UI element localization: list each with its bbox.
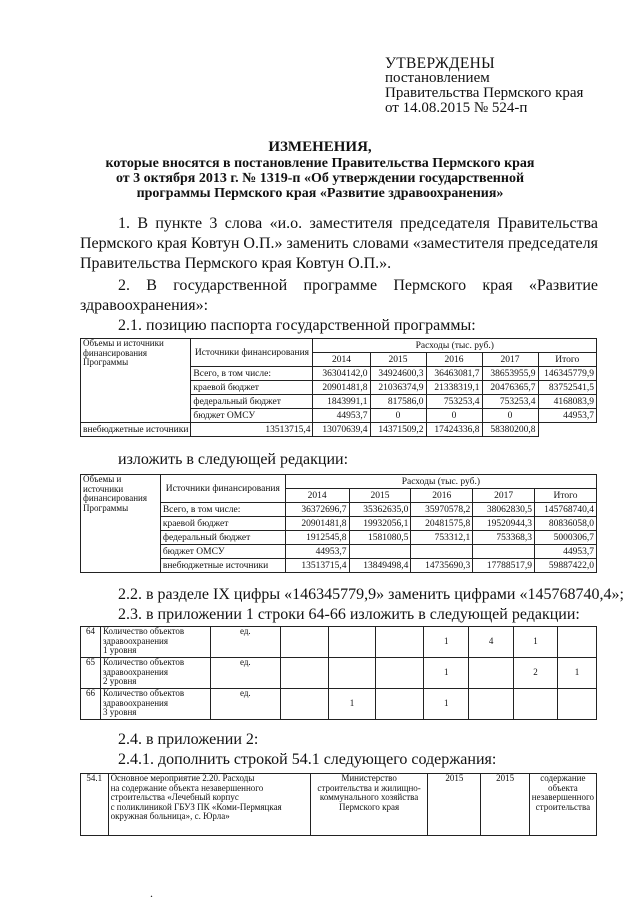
- source-cell: краевой бюджет: [191, 381, 313, 395]
- executor-line: строительства и жилищно-: [317, 782, 421, 793]
- paragraph-2-4-1: 2.4.1. дополнить строкой 54.1 следующего содержания:: [118, 751, 497, 768]
- table-row: [81, 658, 597, 689]
- indicator-line: здравоохранения: [102, 697, 168, 708]
- value-cell: [557, 627, 596, 658]
- indicator-line: здравоохранения: [102, 666, 168, 677]
- value-cell: [376, 689, 424, 720]
- value-cell: 20901481,8: [285, 517, 349, 531]
- year-header: 2017: [482, 353, 538, 367]
- value-cell: 44953,7: [285, 545, 349, 559]
- paragraph-1: [80, 214, 598, 274]
- value-cell: 35970578,2: [411, 503, 473, 517]
- result-cell: [529, 774, 596, 836]
- unit-cell: ед.: [210, 627, 280, 658]
- paragraph-2-3: 2.3. в приложении 1 строки 64-66 изложить в следующей редакции:: [118, 606, 580, 623]
- value-cell: 1: [557, 658, 596, 689]
- value-cell: 38653955,9: [482, 367, 538, 381]
- value-cell: 817586,0: [370, 395, 426, 409]
- value-cell: 753368,3: [473, 531, 535, 545]
- value-cell: [328, 627, 376, 658]
- year-header: 2016: [411, 489, 473, 503]
- value-cell: [469, 658, 514, 689]
- table-row: [81, 423, 597, 437]
- table-row: [81, 627, 597, 658]
- finance-table-new: [80, 474, 597, 573]
- value-cell: 13513715,4: [191, 423, 313, 437]
- expenses-header: Расходы (тыс. руб.): [313, 339, 597, 353]
- approval-block: [385, 56, 583, 116]
- result-line: строительства: [535, 801, 591, 812]
- paragraph-2-line-1: 2. В государственной программе Пермского края «Развитие: [118, 277, 598, 294]
- value-cell: 14371509,2: [370, 423, 426, 437]
- year-header: 2016: [426, 353, 482, 367]
- value-cell: 1: [424, 689, 469, 720]
- document-subheading: [0, 156, 640, 201]
- end-year-cell: 2015: [481, 774, 529, 836]
- value-cell: 1: [328, 689, 376, 720]
- year-header: 2015: [349, 489, 411, 503]
- value-cell: [514, 689, 558, 720]
- total-cell: 4168083,9: [538, 395, 596, 409]
- value-cell: [411, 545, 473, 559]
- value-cell: 21338319,1: [426, 381, 482, 395]
- paragraph-2-1: 2.1. позицию паспорта государственной программы:: [118, 317, 476, 334]
- measure-table: [80, 773, 597, 836]
- description-line: на содержание объекта незавершенного: [110, 782, 264, 793]
- result-line: объекта: [547, 782, 578, 793]
- executor-line: Министерство: [341, 773, 397, 783]
- row-number: 64: [81, 627, 101, 658]
- value-cell: 1843991,1: [313, 395, 370, 409]
- executor-line: Пермского края: [339, 801, 400, 812]
- value-cell: 753312,1: [411, 531, 473, 545]
- value-cell: [280, 658, 328, 689]
- value-cell: 17788517,9: [473, 559, 535, 573]
- value-cell: 36463081,7: [426, 367, 482, 381]
- table-row: [81, 774, 597, 836]
- value-cell: 1912545,8: [285, 531, 349, 545]
- table-header-row: [81, 339, 597, 353]
- unit-cell: ед.: [210, 658, 280, 689]
- indicator-line: 1 уровня: [102, 645, 137, 655]
- value-cell: 20476365,7: [482, 381, 538, 395]
- indicator-name: [100, 689, 210, 720]
- total-cell: 83752541,5: [538, 381, 596, 395]
- paragraph-2-line-2: здравоохранения»:: [80, 297, 209, 314]
- value-cell: [280, 689, 328, 720]
- source-cell: федеральный бюджет: [191, 395, 313, 409]
- value-cell: 1: [424, 627, 469, 658]
- description-line: Основное мероприятие 2.20. Расходы: [110, 773, 255, 783]
- indicator-line: 3 уровня: [102, 707, 137, 717]
- subheading-line-2: от 3 октября 2013 г. № 1319-п «Об утверждении государственной: [115, 171, 525, 186]
- source-cell: краевой бюджет: [160, 517, 285, 531]
- value-cell: 20901481,8: [313, 381, 370, 395]
- sources-header: Источники финансирования: [191, 339, 313, 367]
- year-header: 2014: [313, 353, 370, 367]
- result-line: содержание: [540, 773, 586, 783]
- indicator-name: [100, 627, 210, 658]
- value-cell: 44953,7: [313, 409, 370, 423]
- total-header: Итого: [535, 489, 597, 503]
- indicator-line: Количество объектов: [102, 688, 185, 698]
- value-cell: [469, 689, 514, 720]
- paragraph-new-edition: изложить в следующей редакции:: [118, 451, 349, 468]
- year-header: 2017: [473, 489, 535, 503]
- subheading-line-3: программы Пермского края «Развитие здравоохранения»: [136, 186, 504, 201]
- finance-label-cell: Объемы и источники финансирования Программы: [81, 475, 161, 573]
- total-cell: 59887422,0: [535, 559, 597, 573]
- indicator-line: Количество объектов: [102, 626, 185, 636]
- total-cell: 44953,7: [535, 545, 597, 559]
- total-cell: 44953,7: [538, 409, 596, 423]
- unit-cell: ед.: [210, 689, 280, 720]
- value-cell: [376, 658, 424, 689]
- value-cell: [376, 627, 424, 658]
- executor-line: коммунального хозяйства: [319, 792, 419, 802]
- sources-header: Источники финансирования: [160, 475, 285, 503]
- approval-line-decree: постановлением: [385, 70, 490, 86]
- paragraph-2-4: 2.4. в приложении 2:: [118, 731, 259, 748]
- result-line: незавершенного: [531, 792, 594, 802]
- finance-label-cell: Объемы и источники финансирования Программы: [81, 339, 191, 423]
- approval-line-date: от 14.08.2015 № 524-п: [385, 100, 528, 116]
- value-cell: 35362635,0: [349, 503, 411, 517]
- value-cell: [328, 658, 376, 689]
- year-header: 2015: [370, 353, 426, 367]
- paragraph-2-2: 2.2. в разделе IX цифры «146345779,9» заменить цифрами «145768740,4»;: [118, 586, 624, 603]
- total-header: Итого: [538, 353, 596, 367]
- value-cell: 36304142,0: [313, 367, 370, 381]
- value-cell: 13849498,4: [349, 559, 411, 573]
- source-cell: Всего, в том числе:: [160, 503, 285, 517]
- document-heading: ИЗМЕНЕНИЯ,: [268, 139, 372, 155]
- value-cell: 17424336,8: [426, 423, 482, 437]
- description-line: строительства «Лечебный корпус: [110, 792, 239, 802]
- value-cell: 19520944,3: [473, 517, 535, 531]
- value-cell: 753253,4: [426, 395, 482, 409]
- subheading-line-1: которые вносятся в постановление Правительства Пермского края: [105, 156, 535, 171]
- source-cell: внебюджетные источники: [81, 423, 191, 437]
- measure-description: [108, 774, 310, 836]
- value-cell: 753253,4: [482, 395, 538, 409]
- indicator-line: здравоохранения: [102, 635, 168, 646]
- value-cell: 1581080,5: [349, 531, 411, 545]
- row-number: 54.1: [81, 774, 109, 836]
- total-cell: 58380200,8: [482, 423, 538, 437]
- indicator-line: Количество объектов: [102, 657, 185, 667]
- value-cell: 0: [370, 409, 426, 423]
- indicator-name: [100, 658, 210, 689]
- value-cell: [557, 689, 596, 720]
- indicators-table: [80, 626, 597, 720]
- value-cell: 4: [469, 627, 514, 658]
- source-cell: внебюджетные источники: [160, 559, 285, 573]
- value-cell: 19932056,1: [349, 517, 411, 531]
- total-cell: 145768740,4: [535, 503, 597, 517]
- total-cell: 5000306,7: [535, 531, 597, 545]
- row-number: 66: [81, 689, 101, 720]
- value-cell: [349, 545, 411, 559]
- value-cell: 0: [482, 409, 538, 423]
- total-cell: 146345779,9: [538, 367, 596, 381]
- source-cell: федеральный бюджет: [160, 531, 285, 545]
- expenses-header: Расходы (тыс. руб.): [285, 475, 596, 489]
- row-number: 65: [81, 658, 101, 689]
- value-cell: 14735690,3: [411, 559, 473, 573]
- source-cell: Всего, в том числе:: [191, 367, 313, 381]
- total-cell: 80836058,0: [535, 517, 597, 531]
- approval-title: УТВЕРЖДЕНЫ: [385, 55, 495, 72]
- value-cell: [473, 545, 535, 559]
- value-cell: 13513715,4: [285, 559, 349, 573]
- description-line: окружная больница», с. Юрла»: [110, 811, 230, 821]
- value-cell: 0: [426, 409, 482, 423]
- value-cell: 36372696,7: [285, 503, 349, 517]
- footer-mark: .: [150, 886, 153, 900]
- paragraph-1-line-1: 1. В пункте 3 слова «и.о. заместителя председателя Правительства: [118, 215, 598, 232]
- approval-line-government: Правительства Пермского края: [385, 85, 584, 101]
- value-cell: 2: [514, 658, 558, 689]
- value-cell: 20481575,8: [411, 517, 473, 531]
- description-line: с поликлиникой ГБУЗ ПК «Коми-Пермяцкая: [110, 801, 282, 812]
- finance-table-old: [80, 338, 597, 437]
- table-row: [81, 689, 597, 720]
- value-cell: 38062830,5: [473, 503, 535, 517]
- paragraph-2: [80, 276, 598, 316]
- value-cell: 1: [514, 627, 558, 658]
- value-cell: 21036374,9: [370, 381, 426, 395]
- paragraph-1-line-2: Пермского края Ковтун О.П.» заменить словами «заместителя председателя: [80, 235, 598, 252]
- paragraph-1-line-3: Правительства Пермского края Ковтун О.П.».: [80, 255, 392, 272]
- table-header-row: [81, 475, 597, 489]
- year-header: 2014: [285, 489, 349, 503]
- value-cell: 34924600,3: [370, 367, 426, 381]
- value-cell: 1: [424, 658, 469, 689]
- indicator-line: 2 уровня: [102, 676, 137, 686]
- source-cell: бюджет ОМСУ: [160, 545, 285, 559]
- value-cell: 13070639,4: [313, 423, 370, 437]
- start-year-cell: 2015: [428, 774, 481, 836]
- source-cell: бюджет ОМСУ: [191, 409, 313, 423]
- executor-cell: [310, 774, 427, 836]
- value-cell: [280, 627, 328, 658]
